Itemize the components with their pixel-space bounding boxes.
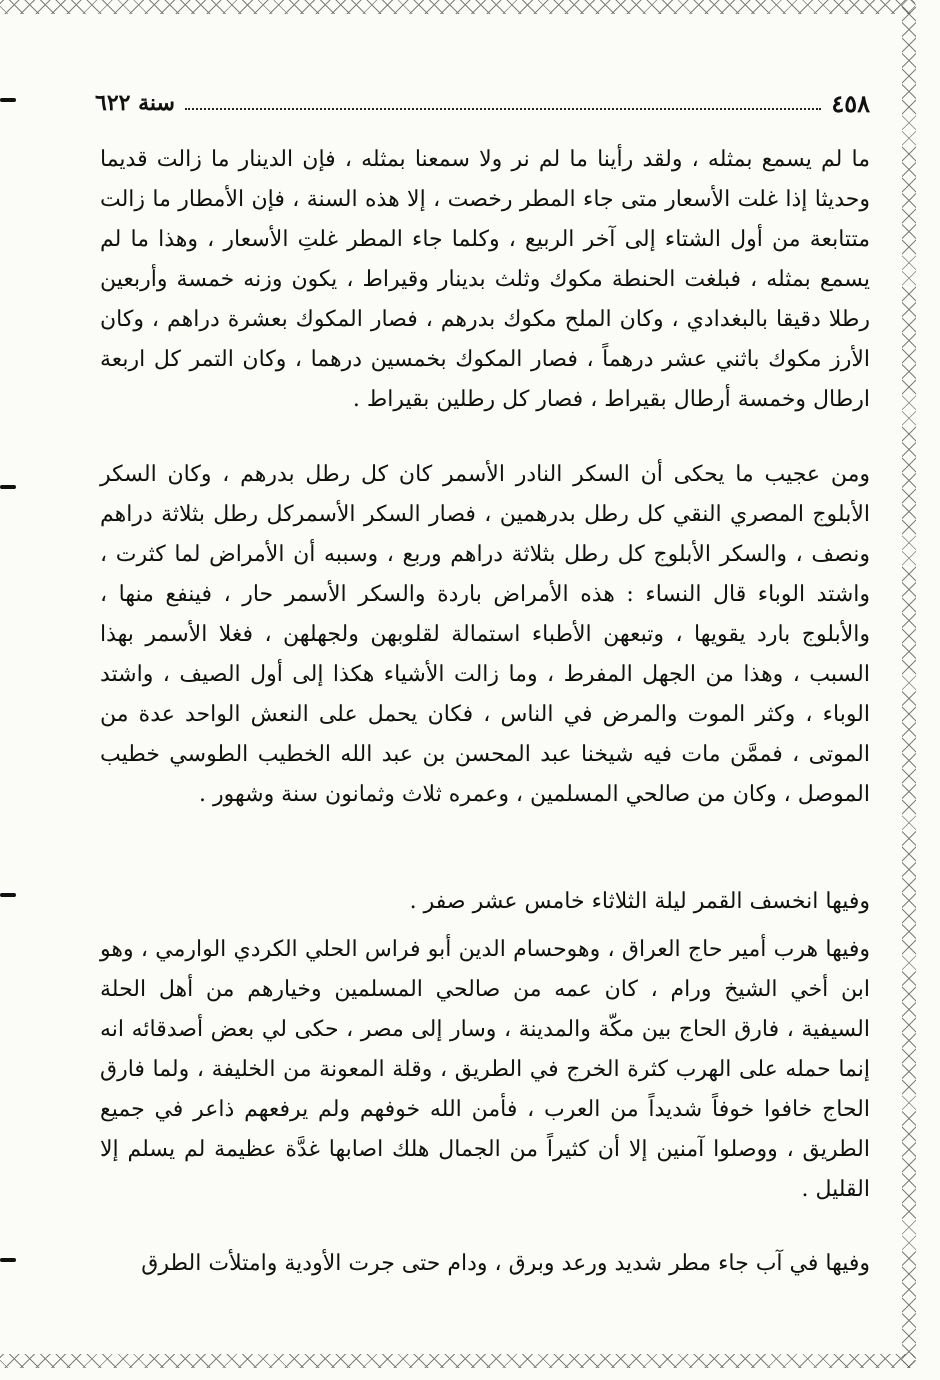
decorative-border-right — [902, 0, 916, 1368]
paragraph: وفيها انخسف القمر ليلة الثلاثاء خامس عشر صفر . — [409, 889, 870, 914]
running-head — [95, 88, 870, 118]
paragraph: وفيها في آب جاء مطر شديد ورعد وبرق ، ودام حتى جرت الأودية وامتلأت الطرق — [141, 1251, 870, 1276]
paragraph: ومن عجيب ما يحكى أن السكر النادر الأسمر كان كل رطل بدرهم ، وكان السكر الأبلوج المصري النقي كل رطل بدرهمين ، فصار السكر الأسمركل رطل بثلاثة دراهم ونصف ، والسكر الأبلوج كل رطل بثلاثة دراهم وربع ، وسببه أن الأمراض لما كثرت ، واشتد الوباء قال النساء : هذه الأمراض باردة والسكر الأسمر حار ، فينفع منها ، والأبلوج بارد يقويها ، وتبعهن الأطباء استمالة لقلوبهن ولجهلهن ، فغلا الأسمر بهذا السبب ، وهذا من الجهل المفرط ، وما زالت الأشياء هكذا إلى أول الصيف ، واشتد الوباء ، وكثر الموت والمرض في الناس ، فكان يحمل على النعش الواحد عدة من الموتى ، فممَّن مات فيه شيخنا عبد المحسن بن عبد الله الخطيب الطوسي خطيب الموصل ، وكان من صالحي المسلمين ، وعمره ثلاث وثمانون سنة وشهور . — [100, 462, 870, 807]
paragraph: ما لم يسمع بمثله ، ولقد رأينا ما لم نر ولا سمعنا بمثله ، فإن الدينار ما زالت قديما وحديثا إذا غلت الأسعار متى جاء المطر رخصت ، إلا هذه السنة ، فإن الأمطار ما زالت متتابعة من أول الشتاء إلى آخر الربيع ، وكلما جاء المطر غلتِ الأسعار ، وهذا ما لم يسمع بمثله ، فبلغت الحنطة مكوك وثلث بدينار وقيراط ، يكون وزنه خمسة وأربعين رطلا دقيقا بالبغدادي ، وكان الملح مكوك بدرهم ، فصار المكوك بعشرة دراهم ، وكان الأرز مكوك باثني عشر درهماً ، فصار المكوك بخمسين درهما ، وكان التمر كل اربعة ارطال وخمسة أرطال بقيراط ، فصار كل رطلين بقيراط . — [100, 147, 870, 412]
margin-mark — [0, 893, 16, 897]
decorative-border-top — [0, 0, 915, 14]
year-label: سنة ٦٢٢ — [95, 90, 175, 116]
decorative-border-bottom — [0, 1354, 915, 1368]
header-dotted-rule — [185, 96, 821, 110]
paragraph: وفيها هرب أمير حاج العراق ، وهوحسام الدين أبو فراس الحلي الكردي الوارمي ، وهو ابن أخي الشيخ ورام ، كان عمه من صالحي المسلمين وخيارهم من أهل الحلة السيفية ، فارق الحاج بين مكّة والمدينة ، وسار إلى مصر ، حكى لي بعض أصدقائه انه إنما حمله على الهرب كثرة الخرج في الطريق ، وقلة المعونة من الخليفة ، ولما فارق الحاج خافوا خوفاً شديداً من العرب ، فأمن الله خوفهم ولم يرفعهم ذاعر في جميع الطريق ، ووصلوا آمنين إلا أن كثيراً من الجمال هلك اصابها غدَّة عظيمة لم يسلم إلا القليل . — [100, 937, 870, 1202]
margin-mark — [0, 98, 16, 102]
page-number: ٤٥٨ — [831, 88, 870, 118]
margin-mark — [0, 1258, 16, 1262]
margin-mark — [0, 485, 16, 489]
